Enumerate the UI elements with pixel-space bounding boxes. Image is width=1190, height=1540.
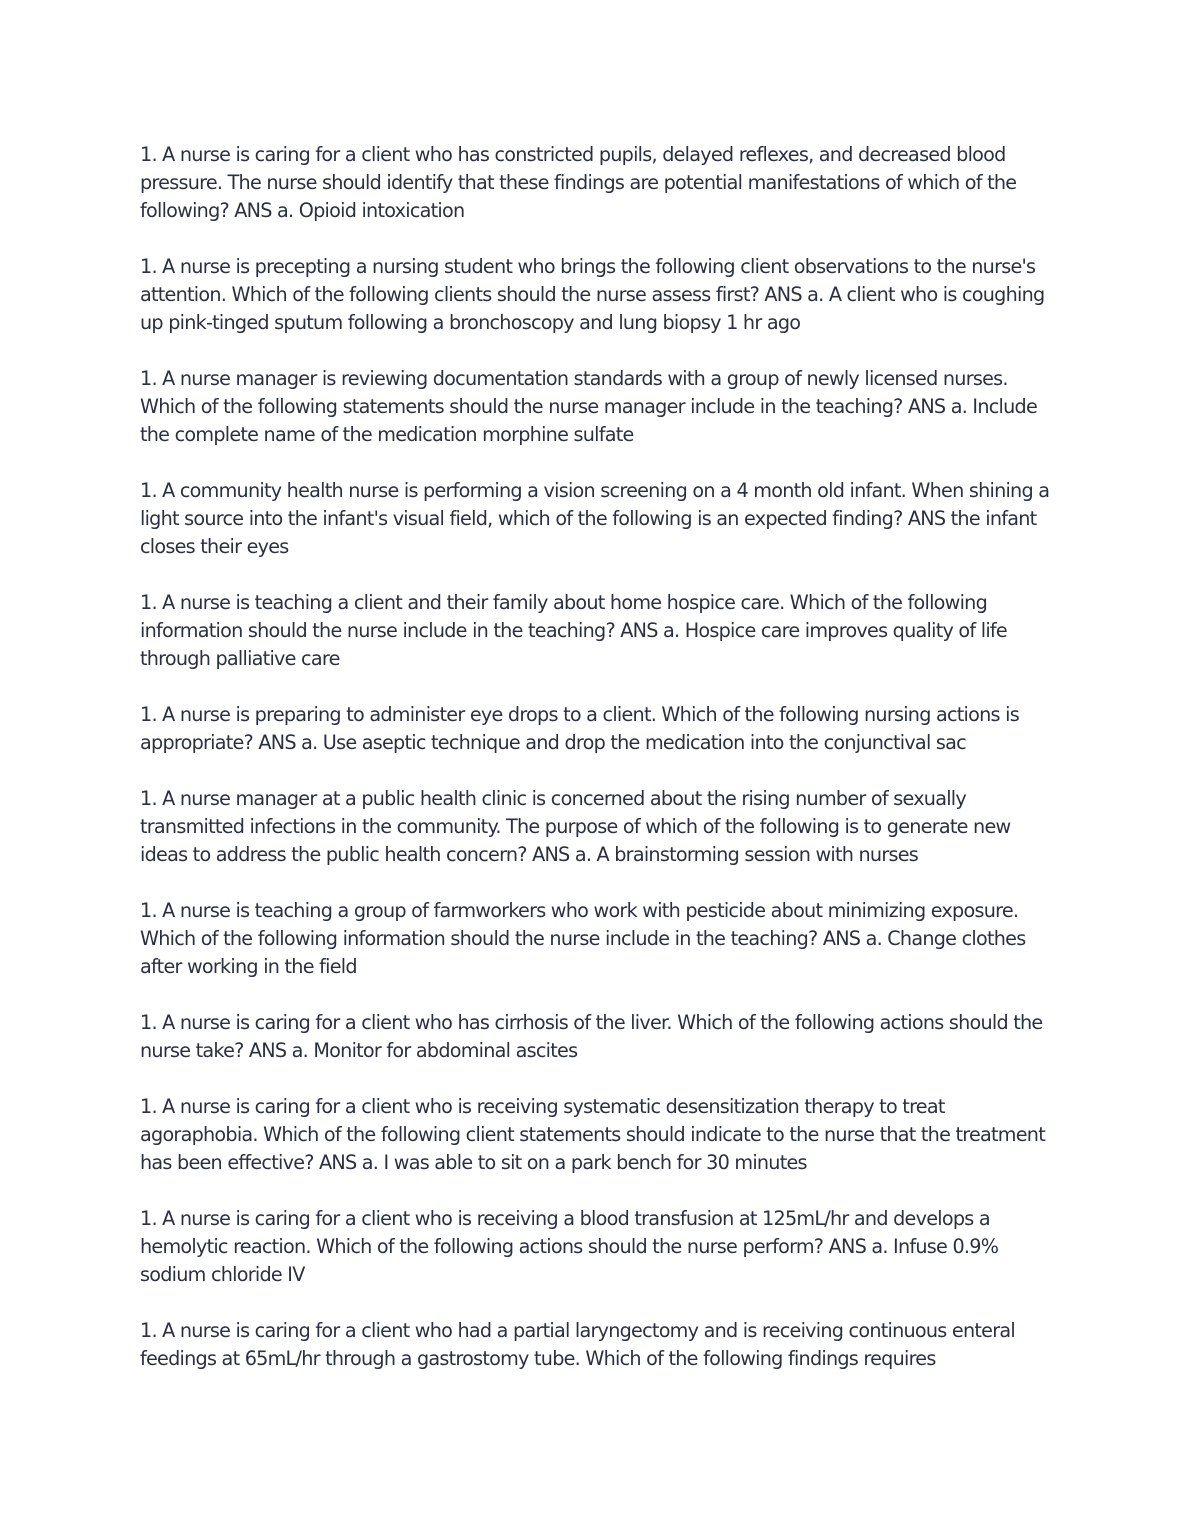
question-paragraph-12: 1. A nurse is caring for a client who had a partial laryngectomy and is receiving continuous enteral feedings at 65mL/hr through a gastrostomy tube. Which of the following findings requires (140, 1319, 1015, 1370)
question-paragraph-3: 1. A nurse manager is reviewing documentation standards with a group of newly licensed nurses. Which of the following statements should the nurse manager include in the teaching? ANS a. Include the complete name of the medication morphine sulfate (140, 367, 1038, 446)
document-body (140, 141, 1050, 1373)
question-paragraph-8: 1. A nurse is teaching a group of farmworkers who work with pesticide about minimizing exposure. Which of the following information should the nurse include in the teaching? ANS a. Change clothes after working in the field (140, 899, 1026, 978)
question-paragraph-6: 1. A nurse is preparing to administer eye drops to a client. Which of the following nursing actions is appropriate? ANS a. Use aseptic technique and drop the medication into the conjunctival sac (140, 703, 1019, 754)
question-paragraph-9: 1. A nurse is caring for a client who has cirrhosis of the liver. Which of the following actions should the nurse take? ANS a. Monitor for abdominal ascites (140, 1011, 1043, 1062)
question-paragraph-2: 1. A nurse is precepting a nursing student who brings the following client observations to the nurse's attention. Which of the following clients should the nurse assess first? ANS a. A client who is coughing up pink-tinged sputum following a bronchoscopy and lung biopsy 1 hr ago (140, 255, 1045, 334)
question-paragraph-10: 1. A nurse is caring for a client who is receiving systematic desensitization therapy to treat agoraphobia. Which of the following client statements should indicate to the nurse that the treatment has been effective? ANS a. I was able to sit on a park bench for 30 minutes (140, 1095, 1045, 1174)
question-paragraph-7: 1. A nurse manager at a public health clinic is concerned about the rising number of sexually transmitted infections in the community. The purpose of which of the following is to generate new ideas to address the public health concern? ANS a. A brainstorming session with nurses (140, 787, 1011, 866)
question-paragraph-1: 1. A nurse is caring for a client who has constricted pupils, delayed reflexes, and decreased blood pressure. The nurse should identify that these findings are potential manifestations of which of the following? ANS a. Opioid intoxication (140, 143, 1017, 222)
question-paragraph-11: 1. A nurse is caring for a client who is receiving a blood transfusion at 125mL/hr and develops a hemolytic reaction. Which of the following actions should the nurse perform? ANS a. Infuse 0.9% sodium chloride IV (140, 1207, 999, 1286)
question-paragraph-5: 1. A nurse is teaching a client and their family about home hospice care. Which of the following information should the nurse include in the teaching? ANS a. Hospice care improves quality of life through palliative care (140, 591, 1007, 670)
question-paragraph-4: 1. A community health nurse is performing a vision screening on a 4 month old infant. When shining a light source into the infant's visual field, which of the following is an expected finding? ANS the infant closes their eyes (140, 479, 1050, 558)
